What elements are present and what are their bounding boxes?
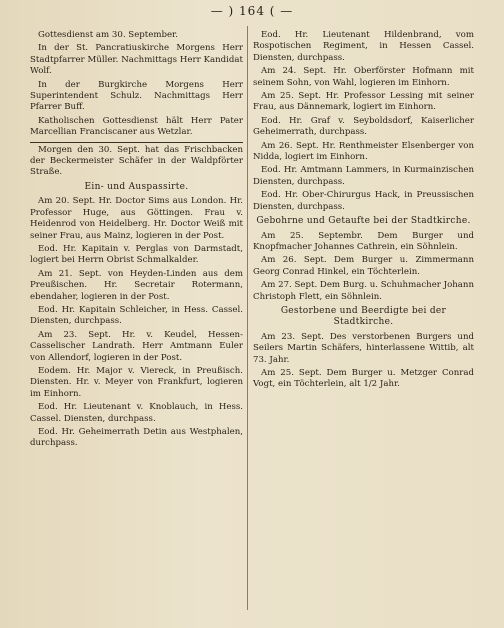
deaths-heading: Gestorbene und Beerdigte bei der Stadtkirche.: [280, 305, 447, 328]
death-entry: Am 23. Sept. Des verstorbenen Burgers und Seilers Martin Schäfers, hinterlassene Wittib, alt 73. Jahr.: [253, 331, 474, 365]
arrival-entry: Am 21. Sept. von Heyden-Linden aus dem Preußischen. Hr. Secretair Rotermann, ebendaher, logieren in der Post.: [30, 268, 243, 302]
catholic-service-notice: Katholischen Gottesdienst hält Herr Pater Marcellian Franciscaner aus Wetzlar.: [30, 115, 243, 138]
arrival-entry: Eod. Hr. Lieutenant v. Knoblauch, in Hess. Cassel. Diensten, durchpass.: [30, 402, 243, 424]
arrival-entry: Eod. Hr. Lieutenant Hildenbrand, vom Rospotischen Regiment, in Hessen Cassel. Diensten, durchpass.: [253, 30, 474, 63]
right-column: [253, 30, 474, 393]
church-service-heading: Gottesdienst am 30. September.: [38, 30, 178, 40]
arrival-entry: Am 20. Sept. Hr. Doctor Sims aus London. Hr. Professor Huge, aus Göttingen. Frau v. Heidenrod von Heidelberg. Hr. Doctor Weiß mit seiner Frau, aus Mainz, logieren in der Post.: [30, 196, 243, 241]
column-divider: [247, 26, 248, 610]
section-rule: [30, 142, 243, 143]
arrival-entry: Eod. Hr. Kapitain v. Perglas von Darmstadt, logiert bei Herrn Obrist Schmalkalder.: [30, 243, 243, 266]
death-entry: Am 25. Sept. Dem Burger u. Metzger Conrad Vogt, ein Töchterlein, alt 1/2 Jahr.: [253, 367, 474, 390]
arrivals-heading: Ein- und Auspassirte.: [84, 181, 189, 192]
birth-entry: Am 25. Septembr. Dem Burger und Knopfmacher Johannes Cathrein, ein Söhnlein.: [253, 230, 474, 252]
baker-notice: Morgen den 30. Sept. hat das Frischbacken der Beckermeister Schäfer in der Waldpförter Straße.: [30, 144, 243, 178]
left-column: [30, 30, 243, 452]
arrival-entry: Am 23. Sept. Hr. v. Keudel, Hessen-Casselischer Landrath. Herr Amtmann Euler von Allendorf, logieren in der Post.: [30, 329, 243, 363]
arrival-entry: Eod. Hr. Amtmann Lammers, in Kurmainzischen Diensten, durchpass.: [253, 165, 474, 187]
burgkirche-service-notice: In der Burgkirche Morgens Herr Superintendent Schulz. Nachmittags Herr Pfarrer Buff.: [30, 79, 243, 113]
arrival-entry: Am 24. Sept. Hr. Oberförster Hofmann mit seinem Sohn, von Wahl, logieren im Einhorn.: [253, 66, 474, 88]
arrival-entry: Eod. Hr. Kapitain Schleicher, in Hess. Cassel. Diensten, durchpass.: [30, 304, 243, 327]
arrival-entry: Eod. Hr. Ober-Chirurgus Hack, in Preussischen Diensten, durchpass.: [253, 190, 474, 212]
arrival-entry: Eod. Hr. Graf v. Seyboldsdorf, Kaiserlicher Geheimerrath, durchpass.: [253, 115, 474, 138]
page-number: — ) 164 ( —: [210, 4, 294, 18]
arrival-entry: Eod. Hr. Geheimerrath Detin aus Westphalen, durchpass.: [30, 427, 243, 449]
arrival-entry: Am 26. Sept. Hr. Renthmeister Elsenberger von Nidda, logiert im Einhorn.: [253, 140, 474, 163]
birth-entry: Am 26. Sept. Dem Burger u. Zimmermann Georg Conrad Hinkel, ein Töchterlein.: [253, 255, 474, 277]
arrival-entry: Eodem. Hr. Major v. Viereck, in Preußisch. Diensten. Hr. v. Meyer von Frankfurt, logieren im Einhorn.: [30, 365, 243, 399]
birth-entry: Am 27. Sept. Dem Burg. u. Schuhmacher Johann Christoph Flett, ein Söhnlein.: [253, 280, 474, 302]
arrival-entry: Am 25. Sept. Hr. Professor Lessing mit seiner Frau, aus Dännemark, logiert im Einhorn.: [253, 91, 474, 113]
pancratius-service-notice: In der St. Pancratiuskirche Morgens Herr Stadtpfarrer Müller. Nachmittags Herr Kandidat Wolf.: [30, 43, 243, 77]
births-heading: Gebohrne und Getaufte bei der Stadtkirche.: [256, 216, 471, 227]
